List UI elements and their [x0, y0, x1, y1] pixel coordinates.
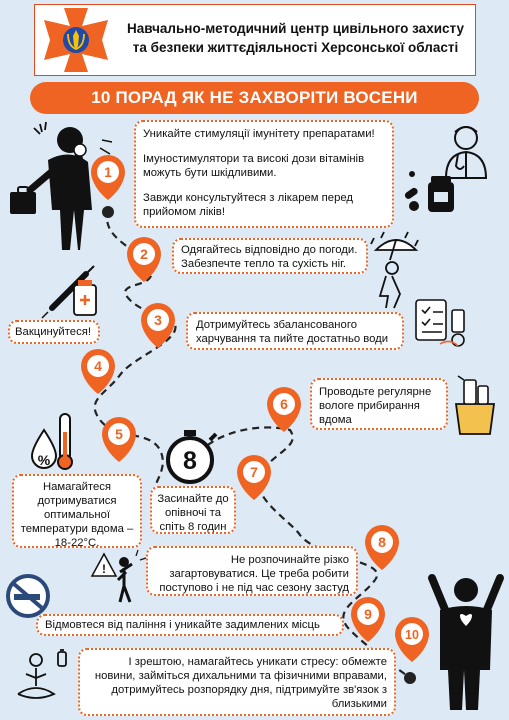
pin-3-label: 3 [154, 312, 162, 328]
pin-5 [102, 417, 136, 462]
stopwatch-icon [168, 430, 216, 482]
pin-4-label: 4 [94, 358, 102, 374]
tip-10-text: І зрештою, намагайтесь уникати стресу: обмежте новини, займіться дихальними та фізичними вправами, дотримуйтесь розпорядку дня, підтримуйте зв'язок з близькими [94, 656, 387, 710]
tip-2-text: Одягайтесь відповідно до погоди. Забезпечте тепло та сухість ніг. [181, 244, 358, 270]
route-end-dot [404, 672, 416, 684]
rain-person-icon [371, 232, 418, 308]
tip-9-box [36, 614, 344, 636]
pin-1 [91, 155, 125, 200]
pin-6-label: 6 [280, 396, 288, 412]
tip-2-box [172, 238, 368, 274]
tip-1-box [134, 120, 394, 228]
tip-6-box [310, 378, 448, 430]
pin-1-label: 1 [104, 164, 112, 180]
pin-4 [81, 349, 115, 394]
tip-10-box [78, 648, 396, 716]
org-name-line2: та безпеки життєдіяльності Херсонської області [132, 40, 459, 55]
warning-sign-icon [92, 550, 146, 602]
pin-2 [127, 237, 161, 282]
tip-7-box [150, 486, 236, 534]
tip-4-box [8, 320, 100, 344]
no-smoking-icon [8, 576, 48, 616]
stopwatch-number: 8 [183, 447, 197, 475]
doctor-icon [446, 127, 486, 178]
tip-1-line-1: Уникайте стимуляції імунітету препаратами! [143, 128, 375, 140]
pin-2-label: 2 [140, 246, 148, 262]
diet-plan-icon [416, 300, 464, 346]
pills-icon [404, 171, 454, 212]
tip-5-box [12, 474, 142, 548]
pin-10 [395, 617, 429, 662]
happy-person-icon [432, 578, 500, 710]
pin-5-label: 5 [115, 426, 123, 442]
vaccine-icon [42, 266, 96, 318]
org-name-line1: Навчально-методичний центр цивільного захисту [127, 21, 464, 36]
tip-6-text: Проводьте регулярне вологе прибирання вдома [319, 386, 432, 426]
tip-8-box [146, 546, 358, 596]
pin-3 [141, 303, 175, 348]
tip-4-text: Вакцинуйтеся! [15, 326, 91, 338]
route-start-dot [102, 206, 114, 218]
warning-exclamation-glyph: ! [102, 562, 106, 576]
pin-8-label: 8 [378, 534, 386, 550]
tip-7-text: Засинайте до опівночі та спіть 8 годин [157, 493, 229, 533]
pin-6 [267, 387, 301, 432]
pin-10-label: 10 [405, 628, 419, 642]
pin-7 [237, 455, 271, 500]
tip-5-text: Намагайтеся дотримуватися оптимальної температури вдома – 18-22°С. [20, 481, 134, 549]
pin-7-label: 7 [250, 464, 258, 480]
cleaning-supplies-icon [456, 376, 494, 434]
humidity-percent-glyph: % [37, 452, 51, 468]
tip-1-line-3: Завжди консультуйтеся з лікарем перед прийомом ліків! [143, 192, 353, 218]
tip-1-line-2: Імуностимулятори та високі дози вітамінів можуть бути шкідливими. [143, 153, 365, 179]
tip-9-text: Відмовтеся від паління і уникайте задимлених місць [45, 619, 320, 631]
tip-3-text: Дотримуйтесь збалансованого харчування та пийте достатньо води [196, 319, 389, 345]
tip-8-text: Не розпочинайте різко загартовуватися. Це треба робити поступово і не під час сезону застуд [159, 554, 349, 594]
meditation-icon [18, 650, 66, 698]
thermometer-humidity-icon [32, 414, 72, 469]
tip-3-box [186, 312, 404, 350]
page-title: 10 ПОРАД ЯК НЕ ЗАХВОРІТИ ВОСЕНИ [91, 88, 418, 107]
pin-8 [365, 525, 399, 570]
pin-9-label: 9 [364, 606, 372, 622]
